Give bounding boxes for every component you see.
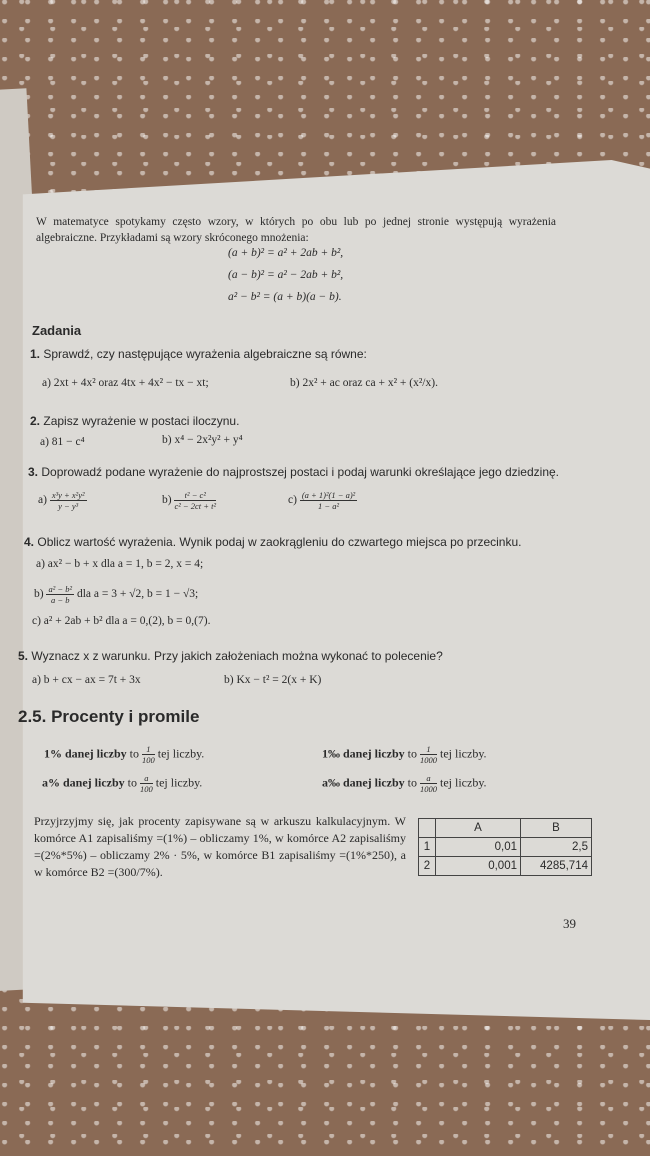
formula-1: (a + b)² = a² + 2ab + b², (228, 247, 344, 259)
table-row (419, 838, 592, 857)
fraction: $\frac{a}{100}$ (140, 773, 153, 794)
spreadsheet-paragraph: Przyjrzyjmy się, jak procenty zapisywane są w arkuszu kalkulacyjnym. W komórce A1 zapisaliśmy =(1%) – obliczamy 1%, w komórce A2 zapisaliśmy =(2%*5%) – obliczamy 2% · 5%, w komórce B1 zapisaliśmy =(1%*250), a w komórce B2 =(300/7%). (34, 814, 406, 879)
permille-1: 1‰ danej liczby to $\frac{1}{1000}$ tej liczby. (322, 744, 487, 765)
fraction: $\frac{\text{(a + 1)²(1 − a)²}}{\text{1 − a²}}$ (301, 490, 356, 511)
task-1a: a) 2xt + 4x² oraz 4tx + 4x² − tx − xt; (42, 377, 209, 389)
label: b) (162, 494, 172, 507)
task-number: 2. (30, 414, 41, 428)
fraction: $\frac{\text{x³y + x²y²}}{\text{y − y³}}$ (51, 490, 85, 511)
spreadsheet-table (418, 818, 592, 876)
task-text: Zapisz wyrażenie w postaci iloczynu. (43, 414, 240, 428)
page-number: 39 (563, 916, 576, 931)
task-text: Wyznacz x z warunku. Przy jakich założeniach można wykonać to polecenie? (31, 649, 443, 663)
task-1 (30, 347, 367, 361)
fraction: $\frac{a}{1000}$ (420, 773, 438, 794)
task-3c (288, 490, 357, 511)
label: b) (34, 588, 44, 601)
fraction: $\frac{1}{100}$ (142, 744, 155, 765)
task-1b: b) 2x² + ac oraz ca + x² + (x²/x). (290, 377, 438, 389)
formula-3: a² − b² = (a + b)(a − b). (228, 291, 342, 303)
cell-b2: 4285,714 (521, 857, 592, 876)
row-header: 1 (419, 838, 436, 857)
row-header: 2 (419, 857, 436, 876)
cell-a1: 0,01 (436, 838, 521, 857)
task-2 (30, 414, 239, 428)
column-header: A (436, 819, 521, 838)
formula-2: (a − b)² = a² − 2ab + b², (228, 269, 344, 281)
task-number: 1. (30, 347, 41, 361)
fraction: $\frac{\text{a² − b²}}{a - b}$ (48, 584, 73, 605)
task-4c: c) a² + 2ab + b² dla a = 0,(2), b = 0,(7). (32, 615, 211, 627)
condition: dla a = 3 + √2, b = 1 − √3; (76, 588, 199, 601)
task-4 (24, 535, 521, 549)
task-5a: a) b + cx − ax = 7t + 3x (32, 674, 141, 686)
label: c) (288, 494, 297, 507)
task-2a: a) 81 − c⁴ (40, 436, 85, 448)
percent-1: 1% danej liczby to $\frac{1}{100}$ tej liczby. (44, 744, 205, 765)
task-number: 4. (24, 535, 35, 549)
percent-a: a% danej liczby to $\frac{a}{100}$ tej liczby. (42, 773, 203, 794)
task-text: Doprowadź podane wyrażenie do najprostszej postaci i podaj warunki określające jego dziedzinę. (41, 465, 559, 479)
task-5 (18, 649, 443, 663)
task-5b: b) Kx − t² = 2(x + K) (224, 674, 322, 686)
task-text: Oblicz wartość wyrażenia. Wynik podaj w zaokrągleniu do czwartego miejsca po przecinku. (37, 535, 522, 549)
fraction: $\frac{\text{t² − c²}}{\text{c² − 2ct + t²}}$ (174, 490, 217, 511)
column-header: B (521, 819, 592, 838)
task-number: 5. (18, 649, 29, 663)
section-heading: 2.5. Procenty i promile (18, 707, 200, 726)
label: a) (38, 494, 47, 507)
task-3b (162, 490, 216, 511)
task-2b: b) x⁴ − 2x²y² + y⁴ (162, 434, 243, 446)
cell-a2: 0,001 (436, 857, 521, 876)
intro-text: W matematyce spotykamy często wzory, w których po obu lub po jednej stronie występują wyrażenia algebraiczne. Przykładami są wzory skróconego mnożenia: (36, 216, 556, 244)
corner-cell (419, 819, 436, 838)
task-text: Sprawdź, czy następujące wyrażenia algebraiczne są równe: (43, 347, 367, 361)
task-3 (28, 465, 559, 479)
table-row (419, 819, 592, 838)
task-3a (38, 490, 87, 511)
fraction: $\frac{1}{1000}$ (420, 744, 438, 765)
task-number: 3. (28, 465, 39, 479)
tasks-heading: Zadania (32, 323, 82, 338)
task-4b (34, 584, 198, 605)
table-row (419, 857, 592, 876)
cell-b1: 2,5 (521, 838, 592, 857)
permille-a: a‰ danej liczby to $\frac{a}{1000}$ tej liczby. (322, 773, 487, 794)
task-4a: a) ax² − b + x dla a = 1, b = 2, x = 4; (36, 558, 204, 570)
